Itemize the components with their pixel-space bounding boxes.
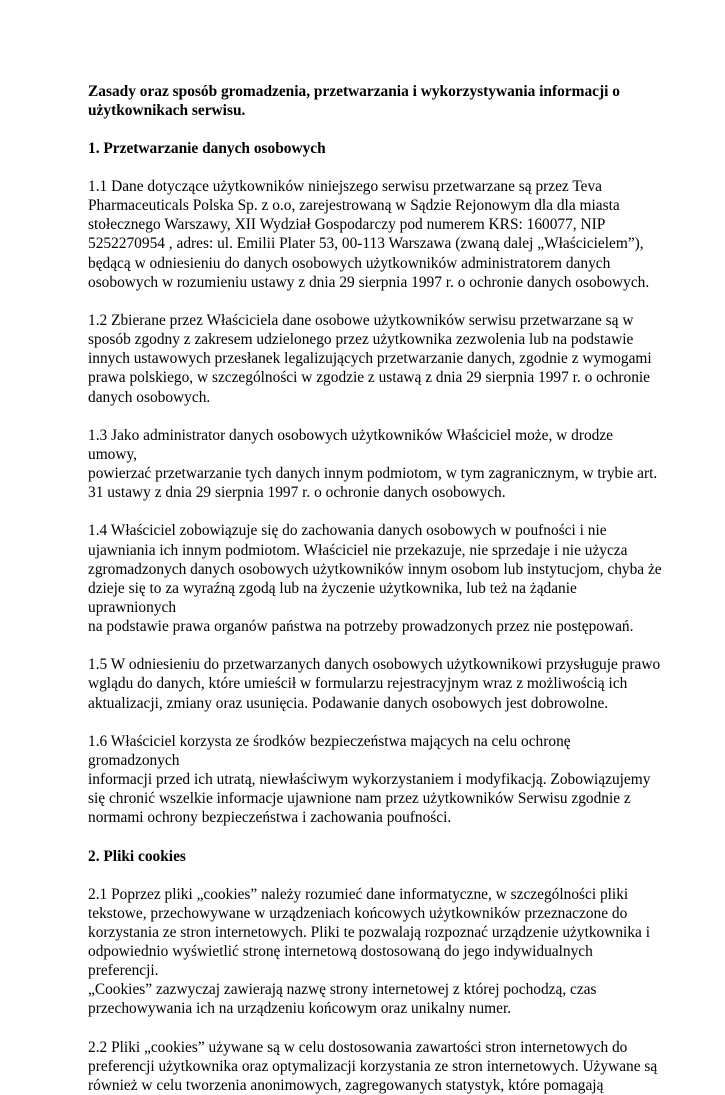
paragraph-1-2: 1.2 Zbierane przez Właściciela dane osobowe użytkowników serwisu przetwarzane są w sposób zgodny z zakresem udzielonego przez użytkownika zezwolenia lub na podstawie innych ustawowych przesłanek legalizujących przetwarzanie danych, zgodnie z wymogami prawa polskiego, w szczególności w zgodzie z ustawą z dnia 29 sierpnia 1997 r. o ochronie danych osobowych. [88,311,652,406]
paragraph-1-6: 1.6 Właściciel korzysta ze środków bezpieczeństwa mających na celu ochronę gromadzonych informacji przed ich utratą, niewłaściwym wykorzystaniem i modyfikacją. Zobowiązujemy się chronić wszelkie informacje ujawnione nam przez użytkowników Serwisu zgodnie z normami ochrony bezpieczeństwa i zachowania poufności. [88,732,651,827]
paragraph-1-3: 1.3 Jako administrator danych osobowych użytkowników Właściciel może, w drodze umowy, powierzać przetwarzanie tych danych innym podmiotom, w tym zagranicznym, w trybie art. 31 ustawy z dnia 29 sierpnia 1997 r. o ochronie danych osobowych. [88,426,658,502]
document-title: Zasady oraz sposób gromadzenia, przetwarzania i wykorzystywania informacji o użytkownikach serwisu. [88,83,620,119]
section-cookies [88,847,665,1095]
section-heading: 1. Przetwarzanie danych osobowych [88,140,326,157]
paragraph-2-1: 2.1 Poprzez pliki „cookies” należy rozumieć dane informatyczne, w szczególności pliki tekstowe, przechowywane w urządzeniach końcowych użytkowników przeznaczone do korzystania ze stron internetowych. Pliki te pozwalają rozpoznać urządzenie użytkownika i odpowiednio wyświetlić stronę internetową dostosowaną do jego indywidualnych preferencji. „Cookies” zazwyczaj zawierają nazwę strony internetowej z której pochodzą, czas przechowywania ich na urządzeniu końcowym oraz unikalny numer. [88,885,650,1018]
paragraph-2-2: 2.2 Pliki „cookies” używane są w celu dostosowania zawartości stron internetowych do preferencji użytkownika oraz optymalizacji korzystania ze stron internetowych. Używane są również w celu tworzenia anonimowych, zagregowanych statystyk, które pomagają [88,1038,658,1094]
paragraph-1-4: 1.4 Właściciel zobowiązuje się do zachowania danych osobowych w poufności i nie ujawniania ich innym podmiotom. Właściciel nie przekazuje, nie sprzedaje i nie użycza zgromadzonych danych osobowych użytkowników innym osobom lub instytucjom, chyba że dzieje się to za wyraźną zgodą lub na życzenie użytkownika, lub też na żądanie uprawnionych na podstawie prawa organów państwa na potrzeby prowadzonych przez nie postępowań. [88,522,662,636]
section-heading: 2. Pliki cookies [88,847,186,865]
paragraph-1-1: 1.1 Dane dotyczące użytkowników niniejszego serwisu przetwarzane są przez Teva Pharmaceuticals Polska Sp. z o.o, zarejestrowaną w Sądzie Rejonowym dla dla miasta stołecznego Warszawy, XII Wydział Gospodarczy pod numerem KRS: 160077, NIP 5252270954 , adres: ul. Emilii Plater 53, 00-113 Warszawa (zwaną dalej „Właścicielem”), będącą w odniesieniu do danych osobowych użytkowników administratorem danych osobowych w rozumieniu ustawy z dnia 29 sierpnia 1997 r. o ochronie danych osobowych. [88,178,650,291]
paragraph-1-5: 1.5 W odniesieniu do przetwarzanych danych osobowych użytkownikowi przysługuje prawo wglądu do danych, które umieścił w formularzu rejestracyjnym wraz z możliwością ich aktualizacji, zmiany oraz usunięcia. Podawanie danych osobowych jest dobrowolne. [88,656,661,712]
section-personal-data [88,139,665,828]
